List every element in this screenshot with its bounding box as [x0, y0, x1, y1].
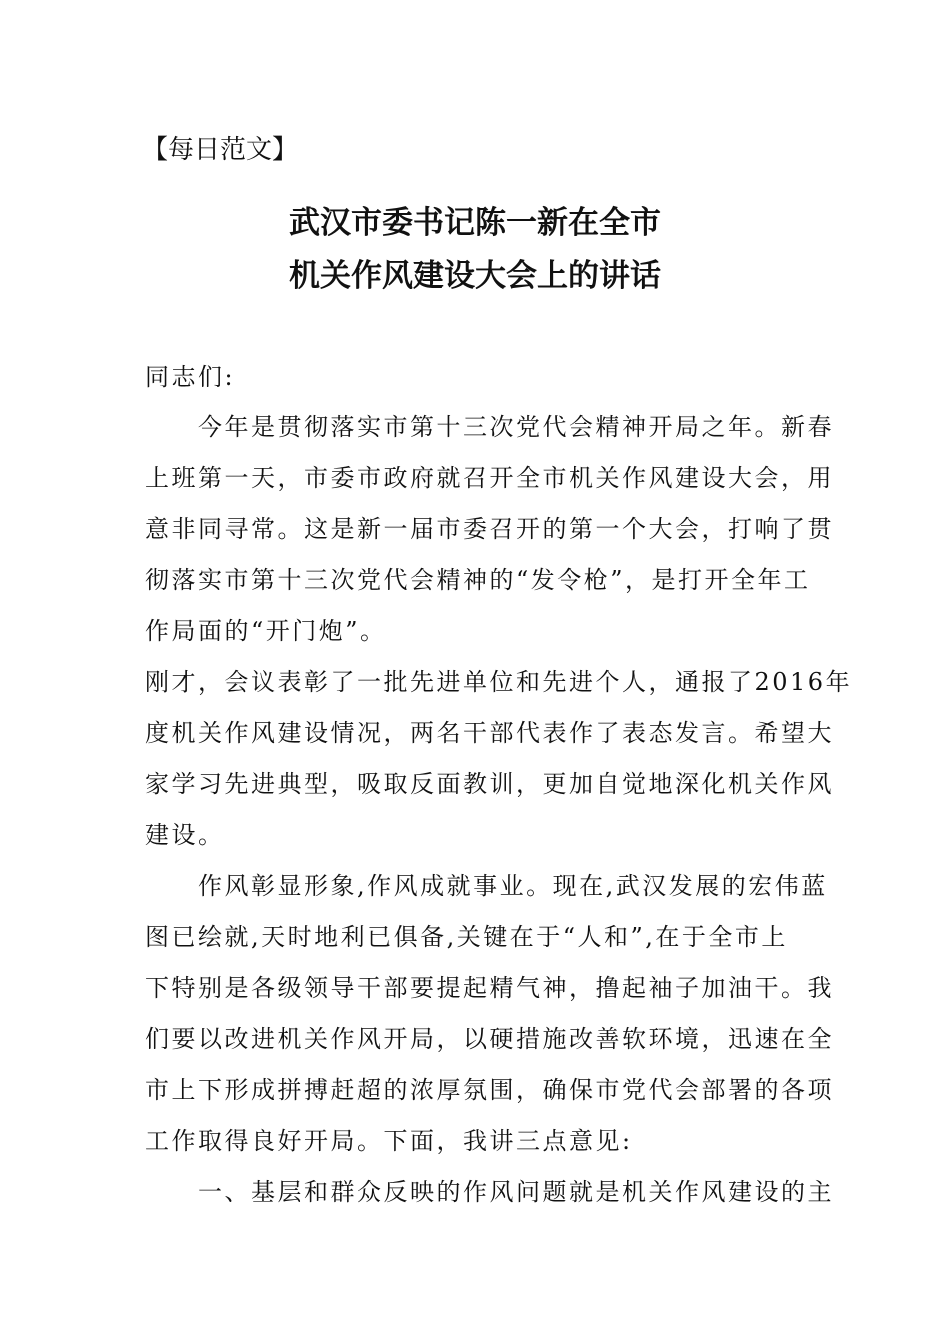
body-line: 作局面的“开门炮”。 [145, 617, 387, 645]
body-line: 图已绘就,天时地利已俱备,关键在于“人和”,在于全市上 [145, 923, 788, 951]
body-line: 下特别是各级领导干部要提起精气神，撸起袖子加油干。我 [145, 974, 834, 1002]
body-line: 一、基层和群众反映的作风问题就是机关作风建设的主 [145, 1178, 834, 1206]
body-line: 彻落实市第十三次党代会精神的“发令枪”，是打开全年工 [145, 566, 811, 594]
title-line-2: 机关作风建设大会上的讲话 [289, 258, 661, 294]
body-line: 家学习先进典型，吸取反面教训，更加自觉地深化机关作风 [145, 770, 834, 798]
body-line: 上班第一天，市委市政府就召开全市机关作风建设大会，用 [145, 464, 834, 492]
body-line: 们要以改进机关作风开局，以硬措施改善软环境，迅速在全 [145, 1025, 834, 1053]
body-line: 今年是贯彻落实市第十三次党代会精神开局之年。新春 [145, 413, 834, 441]
body-line: 意非同寻常。这是新一届市委召开的第一个大会，打响了贯 [145, 515, 834, 543]
title-line-1: 武汉市委书记陈一新在全市 [289, 205, 661, 241]
salutation: 同志们: [145, 363, 236, 391]
body-line: 工作取得良好开局。下面，我讲三点意见: [145, 1127, 633, 1155]
header-tag: 【每日范文】 [142, 135, 299, 165]
body-line: 市上下形成拼搏赶超的浓厚氛围，确保市党代会部署的各项 [145, 1076, 834, 1104]
body-line: 刚才，会议表彰了一批先进单位和先进个人，通报了2016年 [145, 668, 853, 696]
body-line: 作风彰显形象,作风成就事业。现在,武汉发展的宏伟蓝 [145, 872, 828, 900]
body-line: 建设。 [145, 821, 225, 849]
body-line: 度机关作风建设情况，两名干部代表作了表态发言。希望大 [145, 719, 834, 747]
